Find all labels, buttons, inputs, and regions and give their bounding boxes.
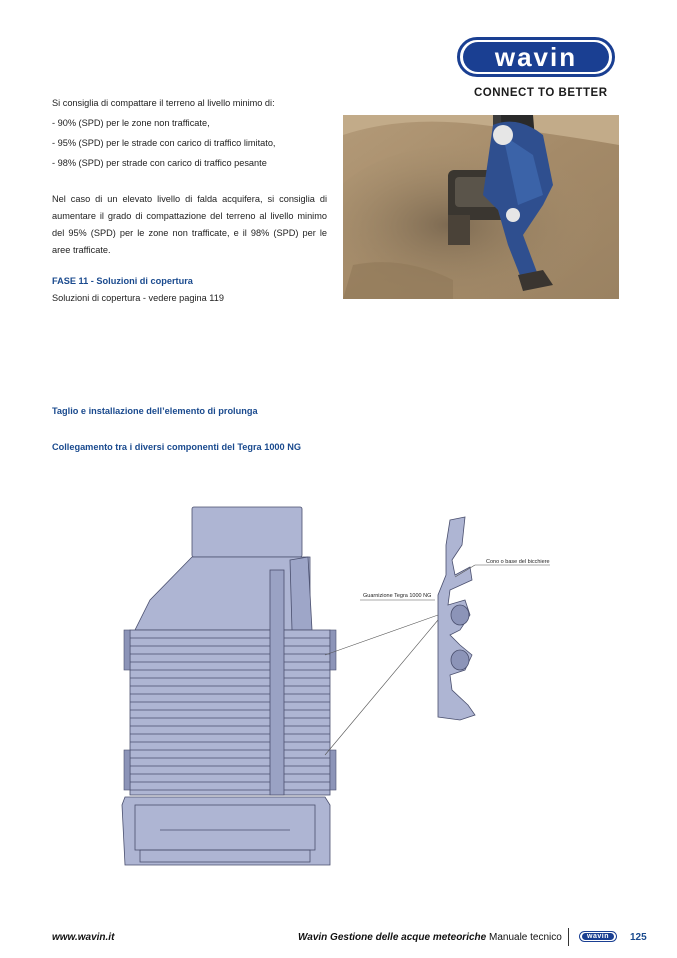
compaction-photo (343, 115, 619, 299)
label-socket: Cono o base del bicchiere (486, 559, 550, 565)
logo-text: wavin (463, 42, 609, 72)
tagline: CONNECT TO BETTER (474, 87, 608, 99)
wavin-logo (457, 37, 615, 77)
label-seal: Guarnizione Tegra 1000 NG (363, 593, 432, 599)
list-item: - 98% (SPD) per strade con carico di traffico pesante (52, 158, 267, 168)
list-item: - 95% (SPD) per le strade con carico di traffico limitato, (52, 138, 276, 148)
tegra-1000-ng-diagram (120, 505, 560, 880)
groundwater-paragraph: Nel caso di un elevato livello di falda acquifera, si consiglia di aumentare il grado di compattazione del terreno al livello minimo del 95% (SPD) per le zone non trafficate, e il 98% (SPD) per le aree trafficate. (52, 194, 327, 255)
section-subtitle: Collegamento tra i diversi componenti del Tegra 1000 NG (52, 442, 301, 452)
list-item: - 90% (SPD) per le zone non trafficate, (52, 118, 210, 128)
footer-url[interactable]: www.wavin.it (52, 932, 115, 943)
footer-divider (568, 928, 569, 946)
footer-title-bold: Wavin Gestione delle acque meteoriche (298, 932, 487, 943)
page-number: 125 (630, 932, 647, 943)
footer-logo-text: wavin (582, 933, 614, 940)
footer-title (298, 932, 562, 943)
fase-11-title: FASE 11 - Soluzioni di copertura (52, 276, 193, 286)
vertical-strip (270, 570, 284, 795)
section-title: Taglio e installazione dell’elemento di prolunga (52, 406, 258, 416)
footer-title-rest: Manuale tecnico (486, 932, 562, 943)
fase-11-text: Soluzioni di copertura - vedere pagina 119 (52, 293, 224, 303)
footer-logo (579, 931, 617, 942)
leader-lines (325, 565, 550, 755)
compaction-lead: Si consiglia di compattare il terreno al livello minimo di: (52, 98, 275, 108)
compaction-list (52, 93, 332, 173)
